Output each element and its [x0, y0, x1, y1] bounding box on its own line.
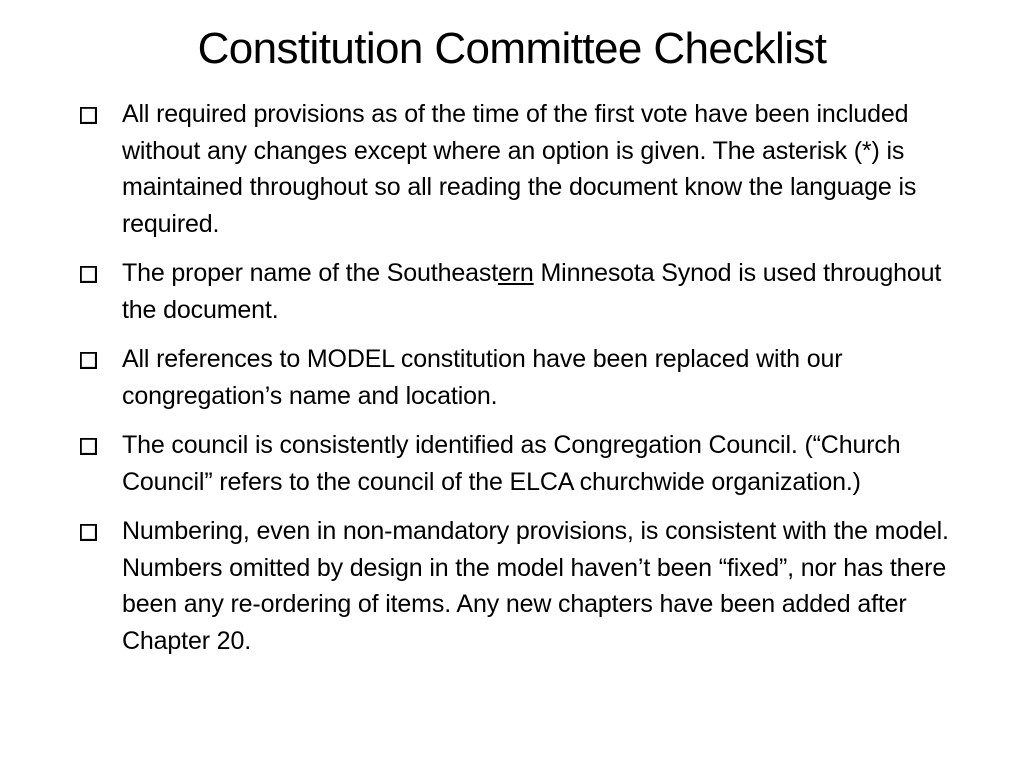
- checkbox-square-icon: [80, 266, 97, 283]
- checkbox-square-icon: [80, 352, 97, 369]
- checklist-item-1: [80, 96, 950, 242]
- checklist-item-3-text: All references to MODEL constitution have been replaced with our congregation’s name and location.: [122, 345, 843, 410]
- slide-title: Constitution Committee Checklist: [197, 24, 827, 73]
- checkbox-square-icon: [80, 107, 97, 124]
- checklist-item-2-underlined-text: ern: [498, 259, 534, 287]
- checklist-item-1-text: All required provisions as of the time of the first vote have been included without any changes except where an option is given. The asterisk (*) is maintained throughout so all reading the document know the language is required.: [122, 100, 917, 238]
- checklist-item-4-text: The council is consistently identified as Congregation Council. (“Church Council” refers to the council of the ELCA churchwide organization.): [122, 431, 901, 496]
- checklist-item-5: [80, 513, 950, 659]
- checklist-item-3: [80, 341, 950, 414]
- checklist: [80, 96, 950, 672]
- checkbox-square-icon: [80, 438, 97, 455]
- checklist-item-5-text: Numbering, even in non-mandatory provisions, is consistent with the model. Numbers omitted by design in the model haven’t been “fixed”, nor has there been any re-ordering of items. Any new chapters have been added after Chapter 20.: [122, 517, 949, 655]
- checklist-item-2: [80, 255, 950, 328]
- checklist-item-2-text-after: Minnesota Synod is used throughout the document.: [122, 259, 942, 324]
- checklist-item-4: [80, 427, 950, 500]
- checkbox-square-icon: [80, 524, 97, 541]
- checklist-item-2-text-before: The proper name of the Southeast: [122, 259, 498, 287]
